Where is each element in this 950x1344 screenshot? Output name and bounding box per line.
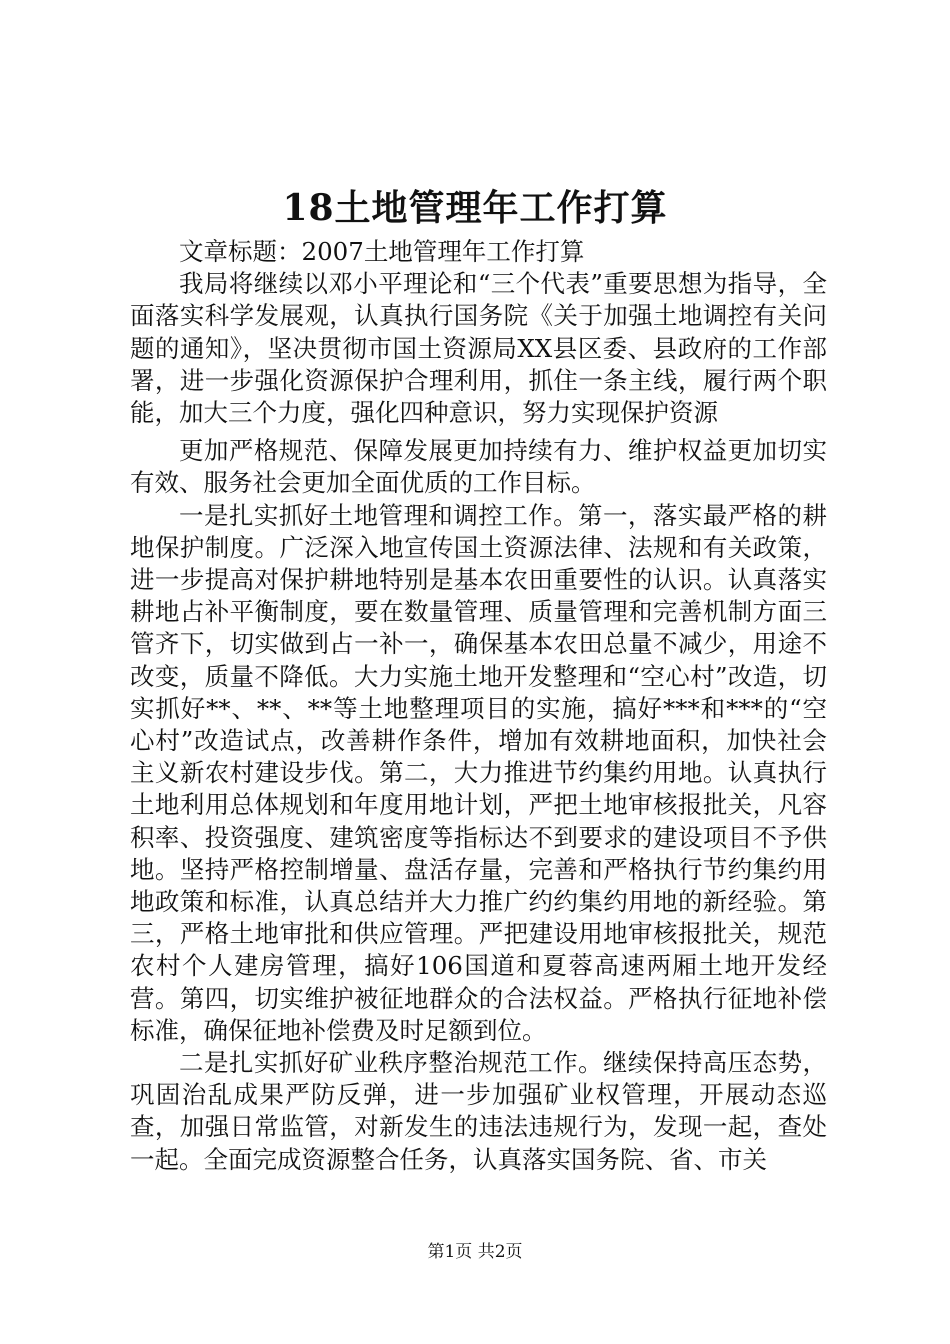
paragraph-land-management: 一是扎实抓好土地管理和调控工作。第一，落实最严格的耕地保护制度。广泛深入地宣传国土资源法律、法规和有关政策，进一步提高对保护耕地特别是基本农田重要性的认识。认真落实耕地占补平衡制度，要在数量管理、质量管理和完善机制方面三管齐下，切实做到占一补一，确保基本农田总量不减少，用途不改变，质量不降低。大力实施土地开发整理和“空心村”改造，切实抓好**、**、**等土地整理项目的实施，搞好***和***的“空心村”改造试点，改善耕作条件，增加有效耕地面积，加快社会主义新农村建设步伐。第二，大力推进节约集约用地。认真执行土地利用总体规划和年度用地计划，严把土地审核报批关，凡容积率、投资强度、建筑密度等指标达不到要求的建设项目不予供地。坚持严格控制增量、盘活存量，完善和严格执行节约集约用地政策和标准，认真总结并大力推广约约集约用地的新经验。第三，严格土地审批和供应管理。严把建设用地审核报批关，规范农村个人建房管理，搞好106国道和夏蓉高速两厢土地开发经营。第四，切实维护被征地群众的合法权益。严格执行征地补偿标准，确保征地补偿费及时足额到位。 [130, 500, 827, 1045]
page-footer: 第1页 共2页 [427, 1242, 523, 1262]
paragraph-mining-order: 二是扎实抓好矿业秩序整治规范工作。继续保持高压态势，巩固治乱成果严防反弹，进一步加强矿业权管理，开展动态巡查，加强日常监管，对新发生的违法违规行为，发现一起，查处一起。全面完成资源整合任务，认真落实国务院、省、市关 [130, 1048, 827, 1174]
article-title-line: 文章标题：2007土地管理年工作打算 [179, 237, 585, 266]
paragraph-goals: 更加严格规范、保障发展更加持续有力、维护权益更加切实有效、服务社会更加全面优质的工作目标。 [130, 436, 827, 498]
document-body [130, 236, 827, 1176]
paragraph-intro: 我局将继续以邓小平理论和“三个代表”重要思想为指导，全面落实科学发展观，认真执行国务院《关于加强土地调控有关问题的通知》，坚决贯彻市国土资源局XX县区委、县政府的工作部署，进一步强化资源保护合理利用，抓住一条主线，履行两个职能，加大三个力度，强化四种意识，努力实现保护资源 [130, 269, 827, 428]
document-title: 18土地管理年工作打算 [282, 187, 668, 229]
